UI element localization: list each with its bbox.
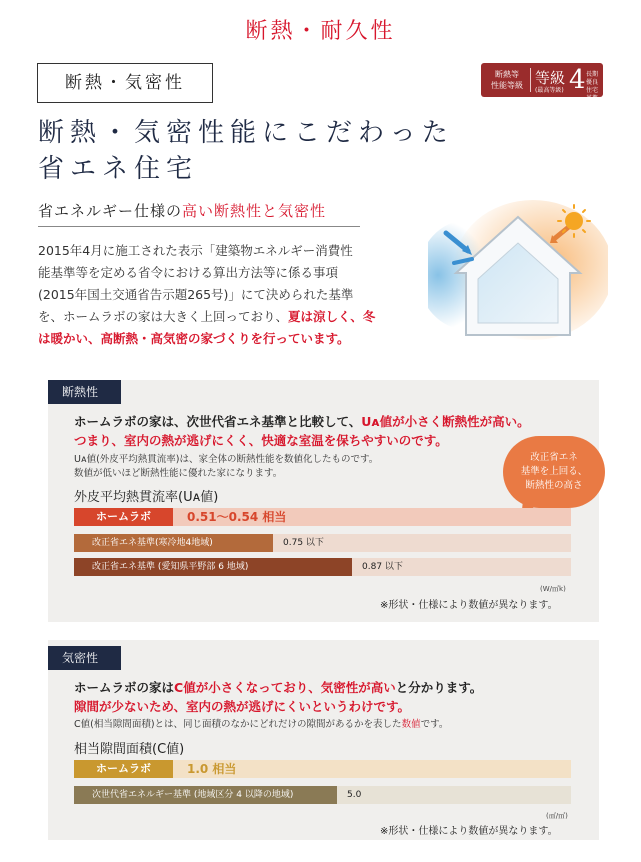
- section-topic-box: 断熱・気密性: [37, 63, 213, 103]
- subheading-underline: [38, 226, 360, 227]
- insulation-footnote: ※形状・仕様により数値が異なります。: [380, 600, 558, 611]
- insulation-bar-value-0: 0.51〜0.54 相当: [187, 510, 287, 524]
- airtight-bar-value-1: 5.0: [347, 790, 362, 800]
- house-insulation-illustration: [428, 195, 608, 345]
- airtight-bar-chart: [74, 760, 571, 808]
- intro-paragraph: 2015年4月に施工された表示「建築物エネルギー消費性 能基準等を定める省令における算出方法等に係る事項 (2015年国土交通省告示題265号)」にて決められた基準 を、ホームラボの家は大きく上回っており、夏は涼しく、冬 は暖かい、高断熱・高気密の家づくりを行っています。: [38, 243, 376, 346]
- insulation-metric-title: 外皮平均熱貫流率(Uᴀ値): [74, 490, 219, 505]
- badge-divider: [530, 68, 531, 92]
- airtight-note: C値(相当隙間面積)とは、同じ面積のなかにどれだけの隙間があるかを表した数値です。: [74, 719, 449, 730]
- insulation-bar-label-1: 改正省エネ基準(寒冷地4地域): [92, 538, 213, 548]
- airtight-bar-track-0: [74, 760, 571, 778]
- airtight-metric-title: 相当隙間面積(C値): [74, 742, 185, 757]
- badge-grade-number: 4: [569, 65, 586, 95]
- insulation-tab: 断熱性: [48, 380, 121, 404]
- badge-right-label: 長期優良 住宅基準: [586, 71, 599, 102]
- subheading: 省エネルギー仕様の高い断熱性と気密性: [38, 202, 327, 220]
- insulation-bar-label-2: 改正省エネ基準 (愛知県平野部 6 地域): [92, 562, 249, 572]
- badge-left-label: 断熱等 性能等級: [491, 70, 523, 90]
- airtight-bar-value-0: 1.0 相当: [187, 762, 237, 776]
- insulation-bar-chart: [74, 508, 571, 580]
- airtight-bar-label-0: ホームラボ: [96, 762, 151, 775]
- airtight-bar-track-1: [74, 786, 571, 804]
- badge-grade-label: 等級: [535, 69, 566, 87]
- insulation-lead: ホームラボの家は、次世代省エネ基準と比較して、Uᴀ値が小さく断熱性が高い。 つまり、室内の熱が逃げにくく、快適な室温を保ちやすいのです。: [74, 414, 530, 448]
- insulation-bar-value-2: 0.87 以下: [362, 562, 403, 572]
- insulation-bar-value-1: 0.75 以下: [283, 538, 324, 548]
- badge-grade-sub: (最高等級): [535, 87, 564, 94]
- page-title: 断熱・耐久性: [245, 19, 396, 44]
- insulation-bar-track-0: [74, 508, 571, 526]
- airtight-unit: (㎠/㎡): [546, 812, 568, 820]
- insulation-bar-track-2: [74, 558, 571, 576]
- insulation-bar-track-1: [74, 534, 571, 552]
- airtight-footnote: ※形状・仕様により数値が異なります。: [380, 826, 558, 837]
- airtight-bar-label-1: 次世代省エネルギー基準 (地域区分 4 以降の地域): [92, 790, 294, 800]
- insulation-bar-label-0: ホームラボ: [96, 510, 151, 523]
- insulation-unit: (W/㎡k): [540, 585, 566, 593]
- performance-grade-badge: [481, 63, 603, 102]
- airtight-tab: 気密性: [48, 646, 121, 670]
- insulation-note: Uᴀ値(外皮平均熱貫流率)は、家全体の断熱性能を数値化したものです。 数値が低いほど断熱性能に優れた家になります。: [74, 454, 379, 479]
- main-headline: 断熱・気密性能にこだわった 省エネ住宅: [38, 118, 454, 184]
- callout-bubble: 改正省エネ 基準を上回る、 断熱性の高さ: [503, 436, 605, 508]
- airtight-lead: ホームラボの家はC値が小さくなっており、気密性が高いと分かります。 隙間が少ないため、室内の熱が逃げにくいというわけです。: [74, 680, 483, 714]
